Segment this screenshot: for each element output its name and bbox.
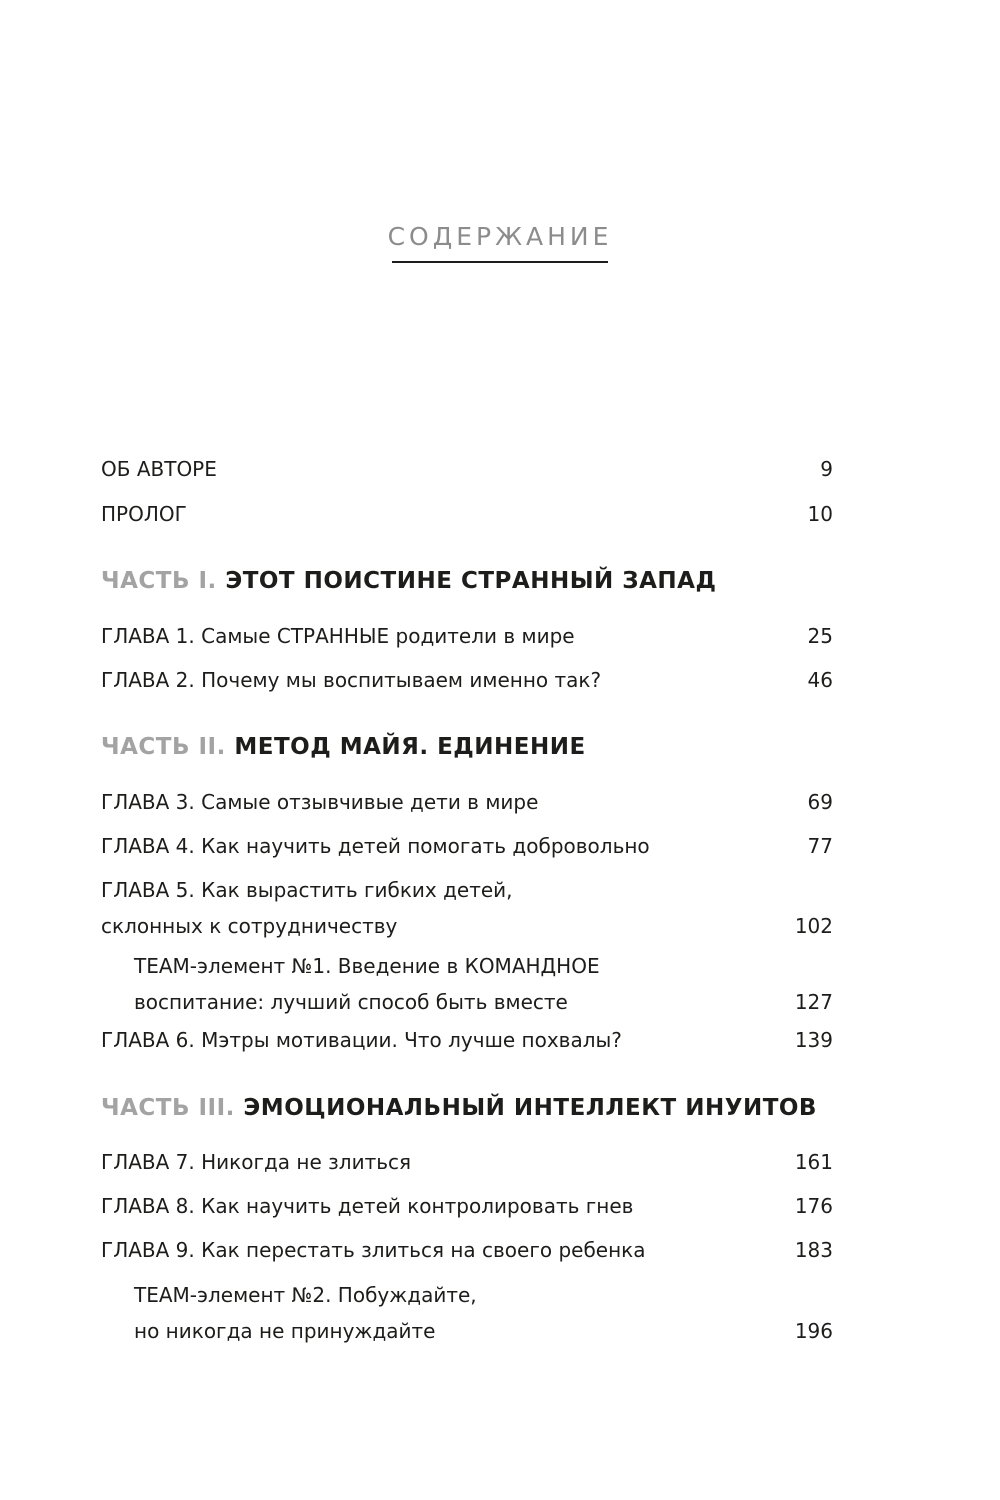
toc-entry-title: ГЛАВА 2. Почему мы воспитываем именно так?	[101, 668, 602, 692]
toc-entry-about-author[interactable]	[101, 454, 833, 484]
part-label: ЧАСТЬ I.	[101, 568, 217, 594]
toc-entry-title	[134, 1280, 477, 1346]
toc-entry-page: 46	[807, 668, 833, 692]
part-name: ЭТОТ ПОИСТИНЕ СТРАННЫЙ ЗАПАД	[225, 568, 717, 594]
part-3-heading[interactable]	[101, 1095, 817, 1121]
toc-entry-title: ГЛАВА 3. Самые отзывчивые дети в мире	[101, 790, 539, 814]
toc-entry-page: 9	[820, 457, 833, 481]
toc-entry-team-1[interactable]	[134, 951, 833, 1017]
toc-entry-page: 139	[794, 1028, 833, 1052]
toc-entry-page: 10	[807, 502, 833, 526]
toc-entry-page: 183	[794, 1238, 833, 1262]
toc-entry-page: 102	[794, 914, 833, 938]
toc-entry-page: 161	[794, 1150, 833, 1174]
toc-entry-title: ГЛАВА 7. Никогда не злиться	[101, 1150, 412, 1174]
toc-entry-chapter-5[interactable]	[101, 875, 833, 941]
toc-entry-title: ГЛАВА 4. Как научить детей помогать добровольно	[101, 834, 650, 858]
toc-entry-page: 127	[794, 990, 833, 1014]
title-underline	[392, 261, 608, 263]
toc-entry-title: ПРОЛОГ	[101, 502, 187, 526]
toc-entry-title: ГЛАВА 9. Как перестать злиться на своего ребенка	[101, 1238, 646, 1262]
toc-entry-page: 77	[807, 834, 833, 858]
toc-entry-page: 69	[807, 790, 833, 814]
toc-entry-line: склонных к сотрудничеству	[101, 914, 398, 938]
toc-entry-title: ГЛАВА 1. Самые СТРАННЫЕ родители в мире	[101, 624, 575, 648]
toc-entry-title: ОБ АВТОРЕ	[101, 457, 217, 481]
toc-entry-line: TEAM-элемент №1. Введение в КОМАНДНОЕ	[134, 954, 600, 978]
toc-entry-page: 25	[807, 624, 833, 648]
part-2-heading[interactable]	[101, 734, 586, 760]
toc-entry-page: 196	[794, 1319, 833, 1343]
toc-entry-chapter-7[interactable]	[101, 1147, 833, 1177]
toc-entry-title: ГЛАВА 8. Как научить детей контролировать гнев	[101, 1194, 634, 1218]
toc-heading	[0, 222, 1000, 263]
toc-entry-chapter-3[interactable]	[101, 787, 833, 817]
part-label: ЧАСТЬ III.	[101, 1095, 235, 1121]
toc-entry-chapter-9[interactable]	[101, 1235, 833, 1265]
part-name: МЕТОД МАЙЯ. ЕДИНЕНИЕ	[234, 734, 586, 760]
part-name: ЭМОЦИОНАЛЬНЫЙ ИНТЕЛЛЕКТ ИНУИТОВ	[243, 1095, 817, 1121]
toc-entry-chapter-2[interactable]	[101, 665, 833, 695]
toc-entry-title	[134, 951, 600, 1017]
toc-entry-title	[101, 875, 513, 941]
page-title: СОДЕРЖАНИЕ	[387, 222, 613, 251]
toc-entry-page: 176	[794, 1194, 833, 1218]
toc-entry-line: воспитание: лучший способ быть вместе	[134, 990, 568, 1014]
toc-entry-prologue[interactable]	[101, 499, 833, 529]
toc-entry-chapter-4[interactable]	[101, 831, 833, 861]
toc-entry-line: ГЛАВА 5. Как вырастить гибких детей,	[101, 878, 513, 902]
toc-entry-line: TEAM-элемент №2. Побуждайте,	[134, 1283, 477, 1307]
toc-entry-chapter-1[interactable]	[101, 621, 833, 651]
toc-entry-chapter-6[interactable]	[101, 1025, 833, 1055]
toc-entry-chapter-8[interactable]	[101, 1191, 833, 1221]
part-label: ЧАСТЬ II.	[101, 734, 226, 760]
toc-entry-line: но никогда не принуждайте	[134, 1319, 436, 1343]
toc-entry-title: ГЛАВА 6. Мэтры мотивации. Что лучше похвалы?	[101, 1028, 622, 1052]
part-1-heading[interactable]	[101, 568, 716, 594]
toc-entry-team-2[interactable]	[134, 1280, 833, 1346]
